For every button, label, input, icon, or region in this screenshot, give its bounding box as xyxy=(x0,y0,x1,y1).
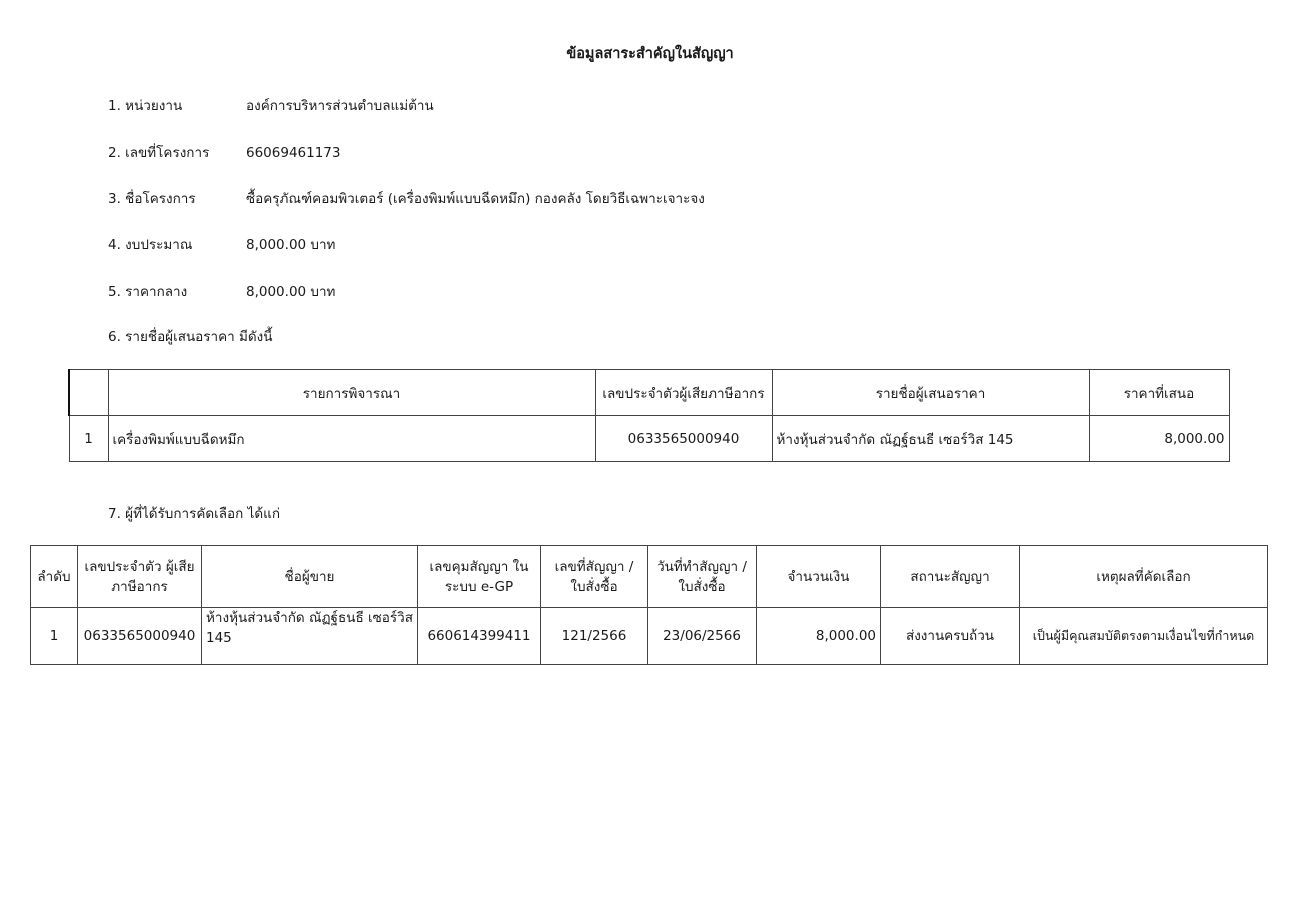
table-cell: 0633565000940 xyxy=(78,608,202,665)
table-header-cell: รายการพิจารณา xyxy=(108,370,595,416)
selected-table xyxy=(30,545,1268,665)
table-cell: 1 xyxy=(31,608,78,665)
table-header-cell: เลขประจำตัว ผู้เสียภาษีอากร xyxy=(78,546,202,608)
info-value: 66069461173 xyxy=(246,145,341,161)
table-header-cell: เลขที่สัญญา / ใบสั่งซื้อ xyxy=(541,546,648,608)
info-value: ซื้อครุภัณฑ์คอมพิวเตอร์ (เครื่องพิมพ์แบบฉีดหมึก) กองคลัง โดยวิธีเฉพาะเจาะจง xyxy=(246,191,705,207)
table-header-cell: เลขประจำตัวผู้เสียภาษีอากร xyxy=(595,370,772,416)
table-header-cell: เลขคุมสัญญา ในระบบ e-GP xyxy=(418,546,541,608)
table-row xyxy=(31,608,1268,665)
table-cell: เครื่องพิมพ์แบบฉีดหมึก xyxy=(108,416,595,462)
table-header-row xyxy=(31,546,1268,608)
table-cell: 23/06/2566 xyxy=(648,608,757,665)
table-header-cell: รายชื่อผู้เสนอราคา xyxy=(772,370,1089,416)
table-header-cell xyxy=(69,370,108,416)
table-header-cell: สถานะสัญญา xyxy=(881,546,1020,608)
info-label: 4. งบประมาณ xyxy=(108,237,193,253)
table-header-cell: จำนวนเงิน xyxy=(757,546,881,608)
table-cell: ส่งงานครบถ้วน xyxy=(881,608,1020,665)
table-cell: ห้างหุ้นส่วนจำกัด ณัฏฐ์ธนธี เซอร์วิส 145 xyxy=(202,608,418,665)
table-header-cell: ชื่อผู้ขาย xyxy=(202,546,418,608)
info-label: 5. ราคากลาง xyxy=(108,284,188,300)
bidders-table xyxy=(68,369,1230,462)
table-header-cell: ราคาที่เสนอ xyxy=(1089,370,1229,416)
table-cell: 1 xyxy=(69,416,108,462)
table-cell: 660614399411 xyxy=(418,608,541,665)
info-label: 2. เลขที่โครงการ xyxy=(108,145,210,161)
info-value: 8,000.00 บาท xyxy=(246,284,336,300)
table-cell: 8,000.00 xyxy=(757,608,881,665)
bidders-heading: 6. รายชื่อผู้เสนอราคา มีดังนี้ xyxy=(108,329,273,345)
table-header-row xyxy=(69,370,1229,416)
info-value: องค์การบริหารส่วนตำบลแม่ต้าน xyxy=(246,98,434,114)
selected-heading: 7. ผู้ที่ได้รับการคัดเลือก ได้แก่ xyxy=(108,506,281,522)
table-header-cell: ลำดับ xyxy=(31,546,78,608)
table-cell: ห้างหุ้นส่วนจำกัด ณัฏฐ์ธนธี เซอร์วิส 145 xyxy=(772,416,1089,462)
table-cell: 121/2566 xyxy=(541,608,648,665)
table-header-cell: เหตุผลที่คัดเลือก xyxy=(1020,546,1268,608)
info-value: 8,000.00 บาท xyxy=(246,237,336,253)
table-cell: 8,000.00 xyxy=(1089,416,1229,462)
document-title: ข้อมูลสาระสำคัญในสัญญา xyxy=(566,46,734,62)
info-label: 1. หน่วยงาน xyxy=(108,98,183,114)
table-cell: เป็นผู้มีคุณสมบัติตรงตามเงื่อนไขที่กำหนด xyxy=(1020,608,1268,665)
info-label: 3. ชื่อโครงการ xyxy=(108,191,196,207)
table-row xyxy=(69,416,1229,462)
table-header-cell: วันที่ทำสัญญา / ใบสั่งซื้อ xyxy=(648,546,757,608)
table-cell: 0633565000940 xyxy=(595,416,772,462)
